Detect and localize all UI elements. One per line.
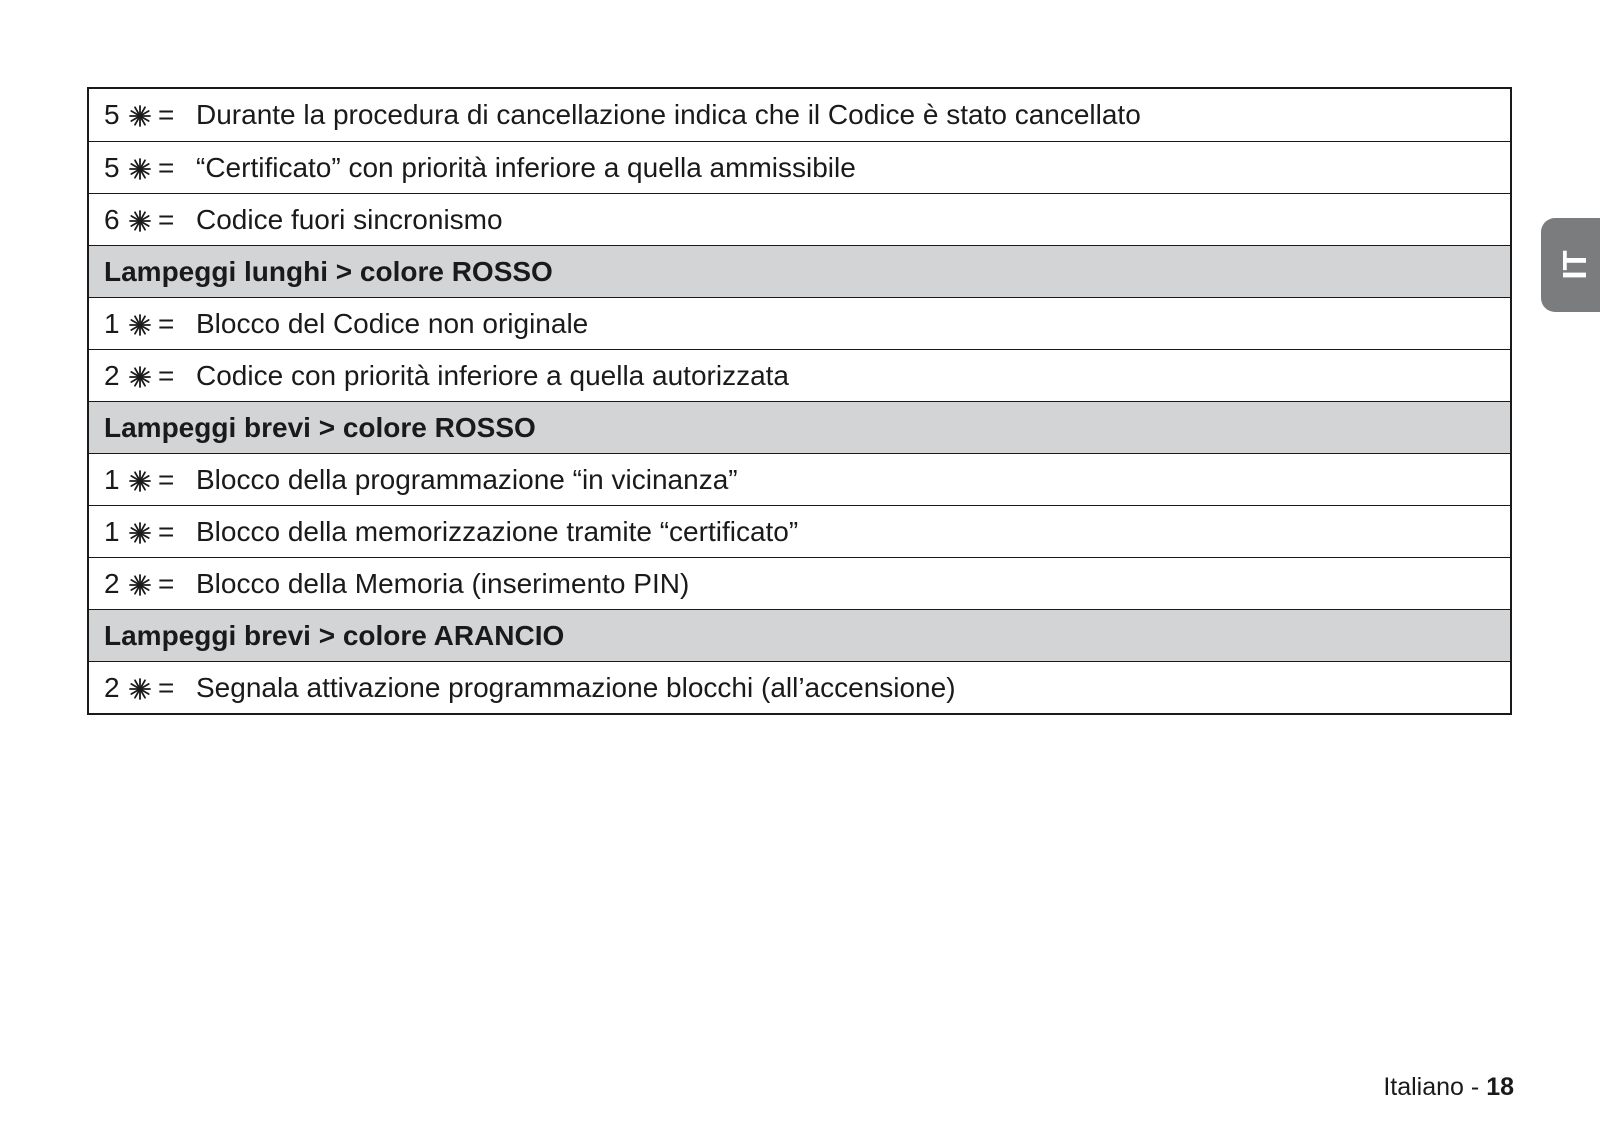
blink-icon (129, 574, 151, 596)
section-header-text: Lampeggi brevi > colore ROSSO (104, 411, 536, 443)
section-header-row (89, 245, 1510, 297)
footer-language: Italiano (1383, 1073, 1464, 1101)
row-description: Blocco della memorizzazione tramite “certificato” (196, 515, 799, 547)
equals-sign: = (158, 151, 175, 183)
blink-icon (129, 210, 151, 232)
language-tab (1541, 218, 1600, 312)
section-header-row (89, 609, 1510, 661)
equals-sign: = (158, 307, 175, 339)
table-row (89, 89, 1510, 141)
flash-count: 1 (104, 307, 120, 339)
table-row (89, 141, 1510, 193)
equals-sign: = (158, 463, 175, 495)
section-header-text: Lampeggi lunghi > colore ROSSO (104, 255, 553, 287)
footer-separator: - (1470, 1073, 1480, 1101)
flash-signal-table (87, 87, 1512, 715)
row-description: Codice con priorità inferiore a quella autorizzata (196, 359, 789, 391)
blink-icon (129, 470, 151, 492)
table-row (89, 557, 1510, 609)
flash-count: 1 (104, 515, 120, 547)
table-row (89, 349, 1510, 401)
row-description: Durante la procedura di cancellazione indica che il Codice è stato cancellato (196, 99, 1141, 130)
table-row (89, 661, 1510, 713)
equals-sign: = (158, 99, 175, 130)
row-description: Blocco della programmazione “in vicinanza” (196, 463, 738, 495)
language-tab-label: IT (1556, 250, 1593, 280)
blink-icon (129, 366, 151, 388)
blink-icon (129, 522, 151, 544)
equals-sign: = (158, 203, 175, 235)
flash-count: 6 (104, 203, 120, 235)
section-header-text: Lampeggi brevi > colore ARANCIO (104, 619, 565, 651)
equals-sign: = (158, 515, 175, 547)
blink-icon (129, 158, 151, 180)
table-row (89, 193, 1510, 245)
flash-count: 2 (104, 359, 120, 391)
blink-icon (129, 678, 151, 700)
equals-sign: = (158, 567, 175, 599)
row-description: Codice fuori sincronismo (196, 203, 503, 235)
flash-count: 5 (104, 151, 120, 183)
blink-icon (129, 314, 151, 336)
row-description: “Certificato” con priorità inferiore a quella ammissibile (196, 151, 856, 183)
page-number: 18 (1486, 1073, 1514, 1101)
flash-count: 1 (104, 463, 120, 495)
equals-sign: = (158, 359, 175, 391)
row-description: Segnala attivazione programmazione blocchi (all’accensione) (196, 671, 956, 703)
row-description: Blocco del Codice non originale (196, 307, 589, 339)
blink-icon (129, 105, 151, 127)
equals-sign: = (158, 671, 175, 703)
flash-count: 2 (104, 671, 120, 703)
flash-count: 2 (104, 567, 120, 599)
table-row (89, 297, 1510, 349)
page-footer (1383, 1073, 1514, 1102)
row-description: Blocco della Memoria (inserimento PIN) (196, 567, 690, 599)
section-header-row (89, 401, 1510, 453)
table-row (89, 505, 1510, 557)
table-row (89, 453, 1510, 505)
flash-count: 5 (104, 99, 120, 130)
